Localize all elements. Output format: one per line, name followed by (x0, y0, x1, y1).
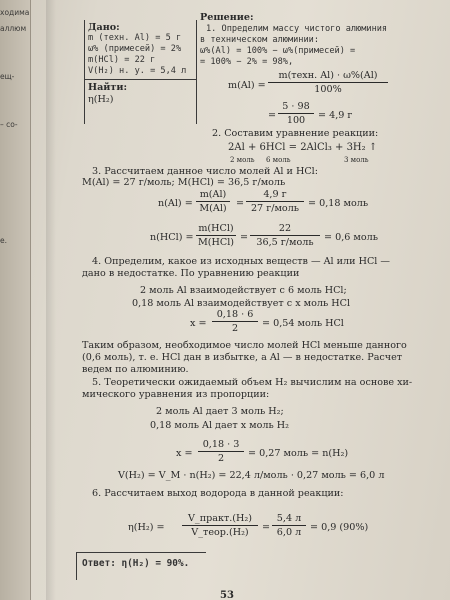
step3-title: 3. Рассчитаем данное число молей Al и HCl: (92, 166, 318, 177)
fraction-numerator: 5,4 л (276, 513, 302, 524)
given-header: Дано: (88, 22, 120, 33)
eta-eq: = (262, 522, 271, 533)
step5-text: мического уравнения из пропорции: (82, 389, 270, 400)
fraction-numerator: V_практ.(H₂) (187, 513, 253, 524)
fraction-numerator: 0,18 · 3 (202, 439, 240, 450)
fraction-numerator: 22 (278, 223, 292, 234)
given-line: m(HCl) = 22 г (88, 55, 156, 65)
step4-conclusion: ведем по алюминию. (82, 364, 189, 375)
fraction-numerator: m(Al) (199, 189, 227, 200)
table-divider (196, 20, 197, 124)
step4-proportion: 0,18 моль Al взаимодействует с x моль HCl (132, 298, 351, 309)
fraction-denominator: M(Al) (199, 203, 227, 214)
step4-text: 4. Определим, какое из исходных веществ — Al или HCl — (92, 256, 391, 267)
n-al-result: = 0,18 моль (308, 198, 369, 209)
n-hcl-calc-fraction (250, 223, 320, 248)
step1-text: ω%(Al) = 100% − ω%(примесей) = (200, 46, 356, 56)
find-value: η(H₂) (88, 94, 114, 105)
fraction-numerator: 5 · 98 (282, 101, 310, 112)
solution-header: Решение: (200, 12, 254, 23)
step4-x-fraction (212, 309, 258, 334)
step1-text: в техническом алюминии: (200, 35, 319, 45)
reaction-moles-h2: 3 моль (344, 156, 369, 164)
fraction-numerator: m(HCl) (198, 223, 234, 234)
step1-fraction (268, 70, 388, 95)
given-line: ω% (примесей) = 2% (88, 44, 182, 54)
find-separator (84, 79, 196, 80)
n-hcl-eq: = (240, 232, 249, 243)
step5-x-fraction (198, 439, 244, 464)
step2-title: 2. Составим уравнение реакции: (212, 128, 379, 139)
step4-proportion: 2 моль Al взаимодействует с 6 моль HCl; (140, 285, 347, 296)
fraction-denominator: 2 (217, 453, 225, 464)
eta-calc-fraction (272, 513, 306, 538)
step1-calc-result: = 4,9 г (318, 110, 353, 121)
answer-top-border (76, 552, 206, 553)
given-line: V(H₂) н. у. = 5,4 л (88, 66, 187, 76)
prev-page-fragment: ходима (0, 8, 30, 17)
step3-molar-masses: M(Al) = 27 г/моль; M(HCl) = 36,5 г/моль (82, 177, 286, 188)
answer-left-border (76, 552, 77, 580)
eta-lhs: η(H₂) = (128, 522, 165, 533)
n-hcl-lhs: n(HCl) = (150, 232, 194, 243)
fraction-denominator: V_теор.(H₂) (191, 527, 249, 538)
n-al-fraction (196, 189, 230, 214)
step1-text: = 100% − 2% = 98%, (200, 57, 294, 67)
page-fold-shadow (46, 0, 56, 600)
step4-x-result: = 0,54 моль HCl (262, 318, 344, 329)
fraction-denominator: 36,5 г/моль (256, 237, 314, 248)
fraction-denominator: M(HCl) (197, 237, 235, 248)
step5-volume: V(H₂) = V_M · n(H₂) = 22,4 л/моль · 0,27 моль = 6,0 л (118, 470, 385, 481)
step4-x-lhs: x = (190, 318, 207, 329)
answer: Ответ: η(H₂) = 90%. (82, 558, 190, 569)
eta-fraction (182, 513, 258, 538)
n-al-lhs: n(Al) = (158, 198, 193, 209)
step6-title: 6. Рассчитаем выход водорода в данной реакции: (92, 488, 344, 499)
fraction-denominator: 100% (314, 84, 342, 95)
step1-calc-fraction (278, 101, 314, 126)
step4-text: дано в недостатке. По уравнению реакции (82, 268, 300, 279)
n-hcl-fraction (196, 223, 236, 248)
n-hcl-result: = 0,6 моль (324, 232, 378, 243)
table-left-border (84, 20, 85, 124)
previous-page-edge (0, 0, 31, 600)
step1-text: 1. Определим массу чистого алюминия (206, 24, 388, 34)
eta-result: = 0,9 (90%) (310, 522, 369, 533)
n-al-calc-fraction (246, 189, 304, 214)
prev-page-fragment: – со- (0, 120, 18, 129)
reaction-equation: 2Al + 6HCl = 2AlCl₃ + 3H₂ ↑ (228, 142, 378, 153)
prev-page-fragment: е. (0, 236, 7, 245)
fraction-denominator: 6,0 л (276, 527, 302, 538)
n-al-eq: = (236, 198, 245, 209)
step5-text: 5. Теоретически ожидаемый объем H₂ вычислим на основе хи- (92, 377, 413, 388)
step5-x-result: = 0,27 моль = n(H₂) (248, 448, 349, 459)
fraction-numerator: 4,9 г (263, 189, 287, 200)
prev-page-fragment: ещ- (0, 72, 15, 81)
fraction-denominator: 2 (231, 323, 239, 334)
step1-calc-eq: = (268, 110, 277, 121)
fraction-denominator: 100 (286, 115, 306, 126)
step4-conclusion: Таким образом, необходимое число молей HCl меньше данного (82, 340, 407, 351)
reaction-moles-hcl: 6 моль (266, 156, 291, 164)
find-header: Найти: (88, 82, 127, 93)
step1-formula-lhs: m(Al) = (228, 80, 266, 91)
page-number: 53 (220, 590, 234, 600)
fraction-numerator: m(техн. Al) · ω%(Al) (278, 70, 378, 81)
reaction-moles-al: 2 моль (230, 156, 255, 164)
fraction-denominator: 27 г/моль (250, 203, 300, 214)
step5-proportion: 2 моль Al дает 3 моль H₂; (156, 406, 284, 417)
prev-page-fragment: аллюм (0, 24, 27, 33)
fraction-numerator: 0,18 · 6 (216, 309, 254, 320)
step5-proportion: 0,18 моль Al дает x моль H₂ (150, 420, 290, 431)
given-line: m (техн. Al) = 5 г (88, 33, 182, 43)
step5-x-lhs: x = (176, 448, 193, 459)
step4-conclusion: (0,6 моль), т. е. HCl дан в избытке, а Al — в недостатке. Расчет (82, 352, 403, 363)
